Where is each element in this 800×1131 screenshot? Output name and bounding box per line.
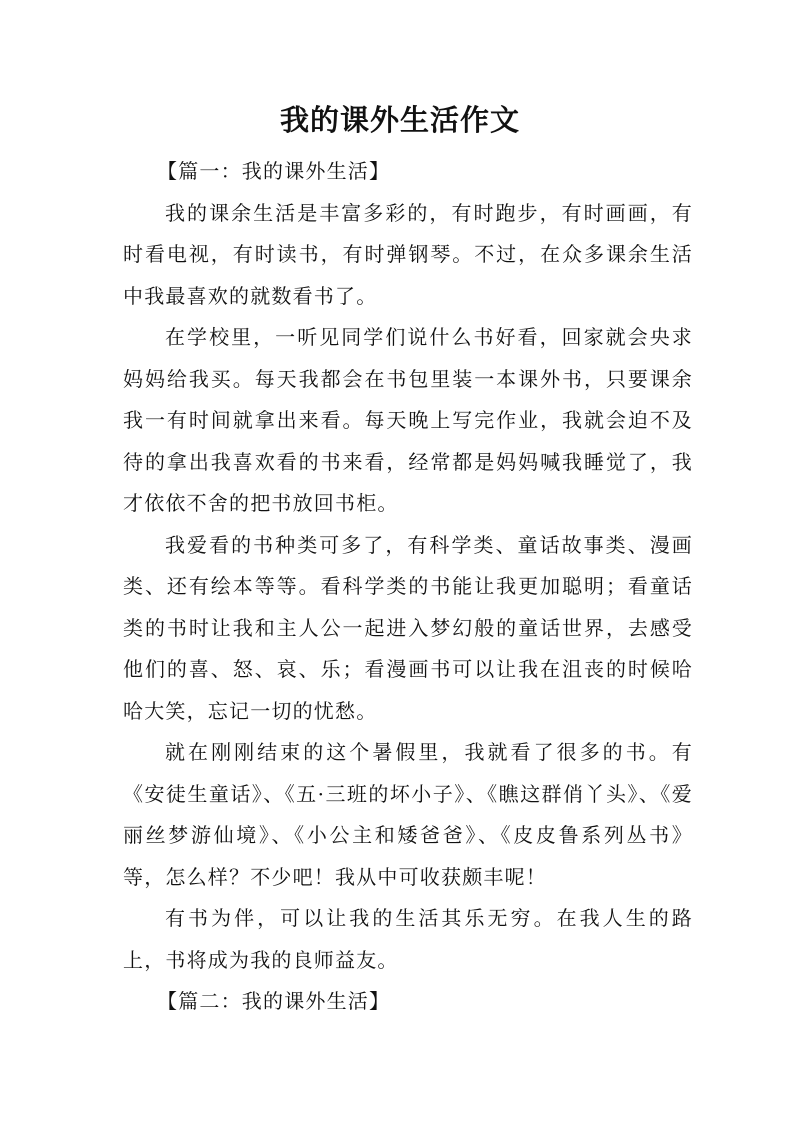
document-body xyxy=(123,151,693,1023)
section-1-paragraph-1: 我的课余生活是丰富多彩的，有时跑步，有时画画，有时看电视，有时读书，有时弹钢琴。不过，在众多课余生活中我最喜欢的就数看书了。 xyxy=(123,200,693,308)
section-1-header: 【篇一：我的课外生活】 xyxy=(157,159,391,183)
section-1-paragraph-3: 我爱看的书种类可多了，有科学类、童话故事类、漫画类、还有绘本等等。看科学类的书能让我更加聪明；看童话类的书时让我和主人公一起进入梦幻般的童话世界，去感受他们的喜、怒、哀、乐；看漫画书可以让我在沮丧的时候哈哈大笑，忘记一切的忧愁。 xyxy=(123,532,693,723)
section-1-paragraph-2: 在学校里，一听见同学们说什么书好看，回家就会央求妈妈给我买。每天我都会在书包里装一本课外书，只要课余我一有时间就拿出来看。每天晚上写完作业，我就会迫不及待的拿出我喜欢看的书来看，经常都是妈妈喊我睡觉了，我才依依不舍的把书放回书柜。 xyxy=(123,325,693,515)
section-1-paragraph-5: 有书为伴，可以让我的生活其乐无穷。在我人生的路上，书将成为我的良师益友。 xyxy=(123,906,693,972)
section-1-paragraph-4: 就在刚刚结束的这个暑假里，我就看了很多的书。有《安徒生童话》、《五·三班的坏小子》、《瞧这群俏丫头》、《爱丽丝梦游仙境》、《小公主和矮爸爸》、《皮皮鲁系列丛书》等，怎么样？不少吧！我从中可收获颇丰呢！ xyxy=(123,740,693,889)
document-title: 我的课外生活作文 xyxy=(279,103,520,137)
section-2-header: 【篇二：我的课外生活】 xyxy=(157,989,391,1013)
